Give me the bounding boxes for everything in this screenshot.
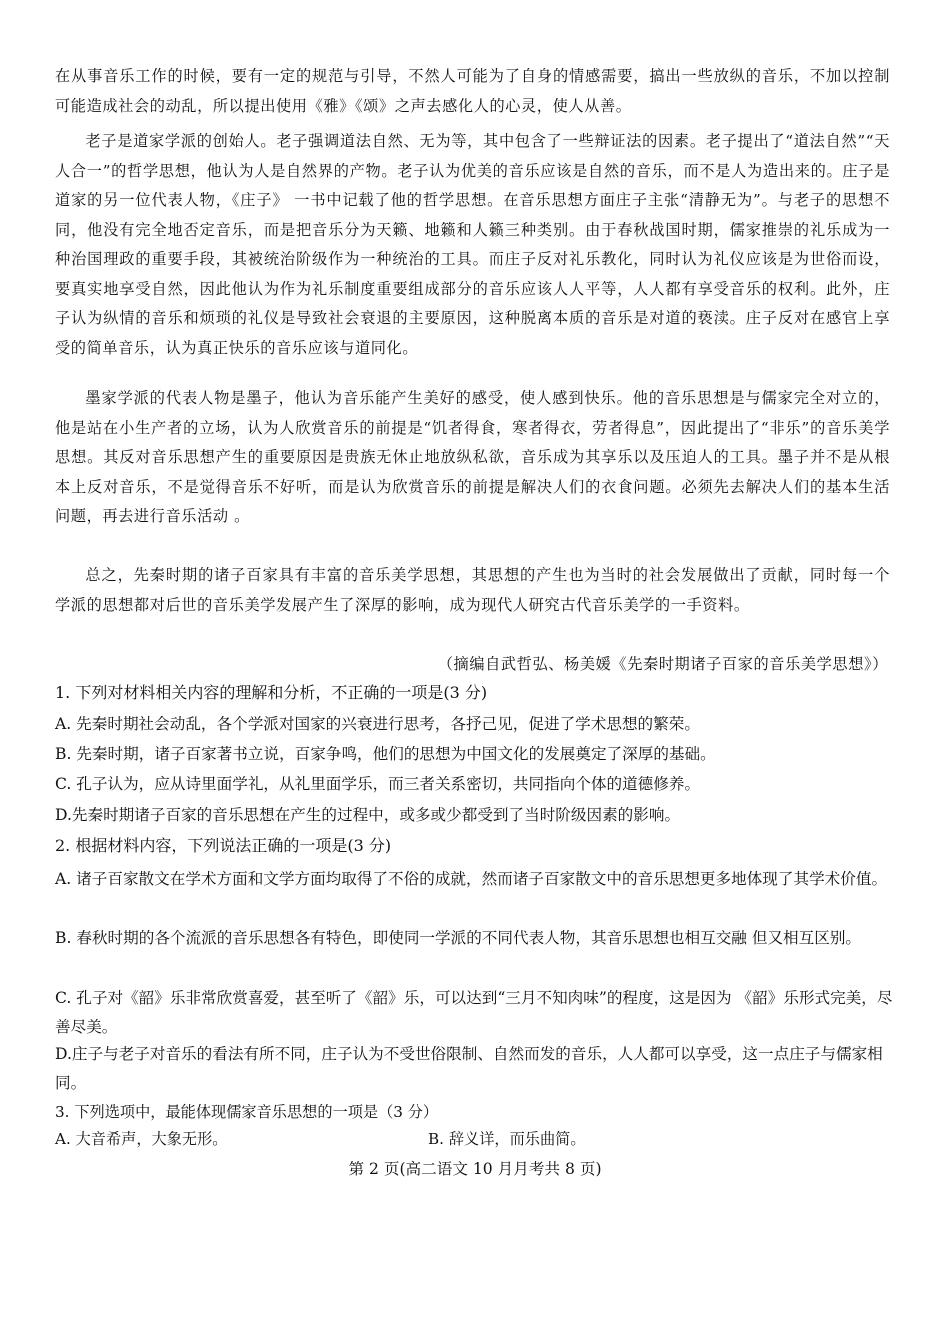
question-1-option-a: A. 先秦时期社会动乱，各个学派对国家的兴衰进行思考，各抒己见，促进了学术思想的繁荣。 — [55, 715, 700, 733]
passage-source: （摘编自武哲弘、杨美媛《先秦时期诸子百家的音乐美学思想》） — [437, 655, 888, 673]
question-1-option-b: B. 先秦时期，诸子百家著书立说，百家争鸣，他们的思想为中国文化的发展奠定了深厚的基础。 — [55, 745, 716, 763]
question-2-option-c: C. 孔子对《韶》乐非常欣赏喜爱，甚至听了《韶》乐，可以达到“三月不知肉味”的程度，这是因为 《韶》乐形式完美，尽善尽美。 — [55, 989, 893, 1036]
passage-paragraph-mozi: 墨家学派的代表人物是墨子，他认为音乐能产生美好的感受，使人感到快乐。他的音乐思想是与儒家完全对立的，他是站在小生产者的立场，认为人欣赏音乐的前提是“饥者得食，寒者得衣，劳者得息”，因此提出了“非乐”的音乐美学思想。其反对音乐思想产生的重要原因是贵族无休止地放纵私欲，音乐成为其享乐以及压迫人的工具。墨子并不是从根本上反对音乐，不是觉得音乐不好听，而是认为欣赏音乐的前提是解决人们的衣食问题。必须先去解决人们的基本生活问题，再去进行音乐活动 。 — [55, 389, 890, 525]
question-1-option-d: D.先秦时期诸子百家的音乐思想在产生的过程中，或多或少都受到了当时阶级因素的影响。 — [55, 806, 681, 824]
question-2-title: 2. 根据材料内容，下列说法正确的一项是(3 分) — [55, 836, 392, 855]
question-3-option-b: B. 辞义详，而乐曲简。 — [428, 1130, 586, 1148]
question-2-option-d: D.庄子与老子对音乐的看法有所不同，庄子认为不受世俗限制、自然而发的音乐，人人都可以享受，这一点庄子与儒家相同。 — [55, 1045, 883, 1092]
question-3-option-a: A. 大音希声，大象无形。 — [55, 1130, 228, 1148]
question-2-option-b: B. 春秋时期的各个流派的音乐思想各有特色，即使同一学派的不同代表人物，其音乐思想也相互交融 但又相互区别。 — [55, 929, 862, 947]
question-1-title: 1. 下列对材料相关内容的理解和分析，不正确的一项是(3 分) — [55, 683, 488, 702]
passage-paragraph-0: 在从事音乐工作的时候，要有一定的规范与引导，不然人可能为了自身的情感需要，搞出一些放纵的音乐，不加以控制可能造成社会的动乱，所以提出使用《雅》《颂》之声去感化人的心灵，使人从善。 — [55, 67, 890, 115]
passage-paragraph-summary: 总之，先秦时期的诸子百家具有丰富的音乐美学思想，其思想的产生也为当时的社会发展做出了贡献，同时每一个学派的思想都对后世的音乐美学发展产生了深厚的影响，成为现代人研究古代音乐美学的一手资料。 — [55, 566, 890, 614]
page-footer: 第 2 页(高二语文 10 月月考共 8 页) — [348, 1160, 602, 1178]
question-2-option-a: A. 诸子百家散文在学术方面和文学方面均取得了不俗的成就，然而诸子百家散文中的音乐思想更多地体现了其学术价值。 — [55, 870, 888, 888]
question-3-title: 3. 下列选项中，最能体现儒家音乐思想的一项是（3 分） — [55, 1103, 439, 1121]
passage-paragraph-laozi-zhuangzi: 老子是道家学派的创始人。老子强调道法自然、无为等，其中包含了一些辩证法的因素。老子提出了“道法自然”“天人合一”的哲学思想，他认为人是自然界的产物。老子认为优美的音乐应该是自然的音乐，而不是人为造出来的。庄子是道家的另一位代表人物，《庄子》 一书中记载了他的哲学思想。在音乐思想方面庄子主张“清静无为”。与老子的思想不同，他没有完全地否定音乐，而是把音乐分为天籁、地籁和人籁三种类别。由于春秋战国时期，儒家推崇的礼乐成为一种治国理政的重要手段，其被统治阶级作为一种统治的工具。而庄子反对礼乐教化，同时认为礼仪应该是为世俗而设，要真实地享受自然，因此他认为作为礼乐制度重要组成部分的音乐应该人人平等，人人都有享受音乐的权利。此外，庄子认为纵情的音乐和烦琐的礼仪是导致社会衰退的主要原因，这种脱离本质的音乐是对道的亵渎。庄子反对在感官上享受的简单音乐，认为真正快乐的音乐应该与道同化。 — [55, 132, 890, 357]
question-1-option-c: C. 孔子认为，应从诗里面学礼，从礼里面学乐，而三者关系密切，共同指向个体的道德修养。 — [55, 775, 701, 793]
